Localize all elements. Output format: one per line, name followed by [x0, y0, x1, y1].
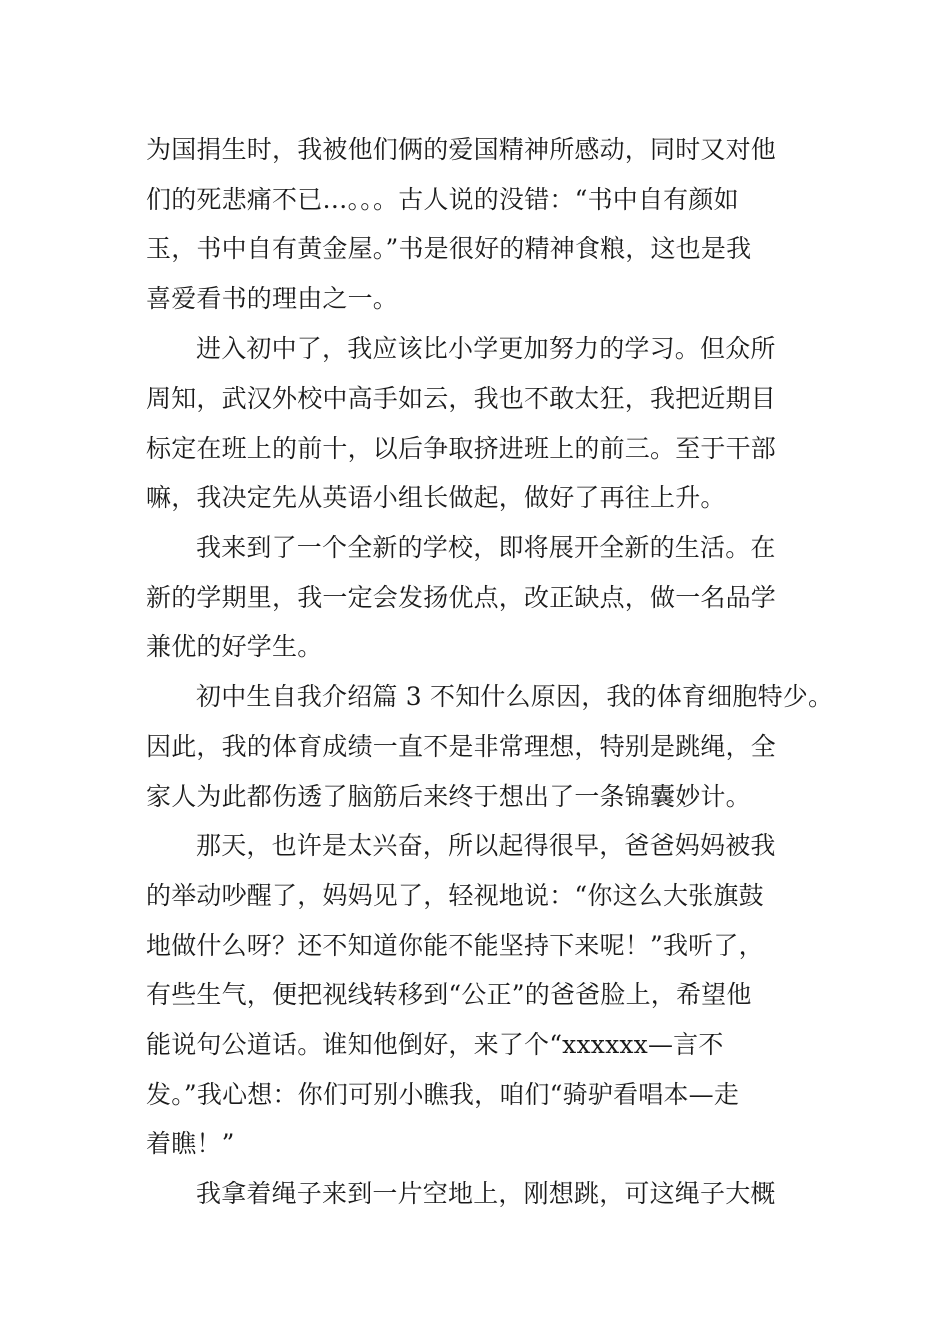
text-line: 喜爱看书的理由之一。: [146, 284, 399, 313]
text-line: 兼优的好学生。: [146, 632, 323, 661]
text-line: 着瞧！”: [146, 1129, 235, 1158]
text-line: 能说句公道话。谁知他倒好，来了个“xxxxxx—言不: [146, 1030, 724, 1059]
paragraph-first-line: 我来到了一个全新的学校，即将展开全新的生活。在: [196, 533, 776, 562]
text-line: 周知，武汉外校中高手如云，我也不敢太狂，我把近期目: [146, 384, 777, 413]
text-line: 新的学期里，我一定会发扬优点，改正缺点，做一名品学: [146, 583, 777, 612]
paragraph-first-line: 我拿着绳子来到一片空地上，刚想跳，可这绳子大概: [196, 1179, 776, 1208]
text-line: 家人为此都伤透了脑筋后来终于想出了一条锦囊妙计。: [146, 782, 751, 811]
text-line: 的举动吵醒了，妈妈见了，轻视地说：“你这么大张旗鼓: [146, 881, 764, 910]
paragraph-first-line: 那天，也许是太兴奋，所以起得很早，爸爸妈妈被我: [196, 831, 776, 860]
text-line: 因此，我的体育成绩一直不是非常理想，特别是跳绳，全: [146, 732, 777, 761]
paragraph-first-line: 初中生自我介绍篇 3 不知什么原因，我的体育细胞特少。: [196, 682, 834, 711]
text-line: 发。”我心想：你们可别小瞧我，咱们“骑驴看唱本—走: [146, 1080, 740, 1109]
text-line: 标定在班上的前十，以后争取挤进班上的前三。至于干部: [146, 434, 777, 463]
text-line: 玉，书中自有黄金屋。”书是很好的精神食粮，这也是我: [146, 234, 752, 263]
text-line: 有些生气，便把视线转移到“公正”的爸爸脸上，希望他: [146, 980, 752, 1009]
text-line: 地做什么呀？还不知道你能不能坚持下来呢！”我听了，: [146, 931, 764, 960]
text-line: 嘛，我决定先从英语小组长做起，做好了再往上升。: [146, 483, 726, 512]
text-line: 们的死悲痛不已…。。。古人说的没错：“书中自有颜如: [146, 185, 739, 214]
paragraph-first-line: 进入初中了，我应该比小学更加努力的学习。但众所: [196, 334, 776, 363]
text-line: 为国捐生时，我被他们俩的爱国精神所感动，同时又对他: [146, 135, 777, 164]
